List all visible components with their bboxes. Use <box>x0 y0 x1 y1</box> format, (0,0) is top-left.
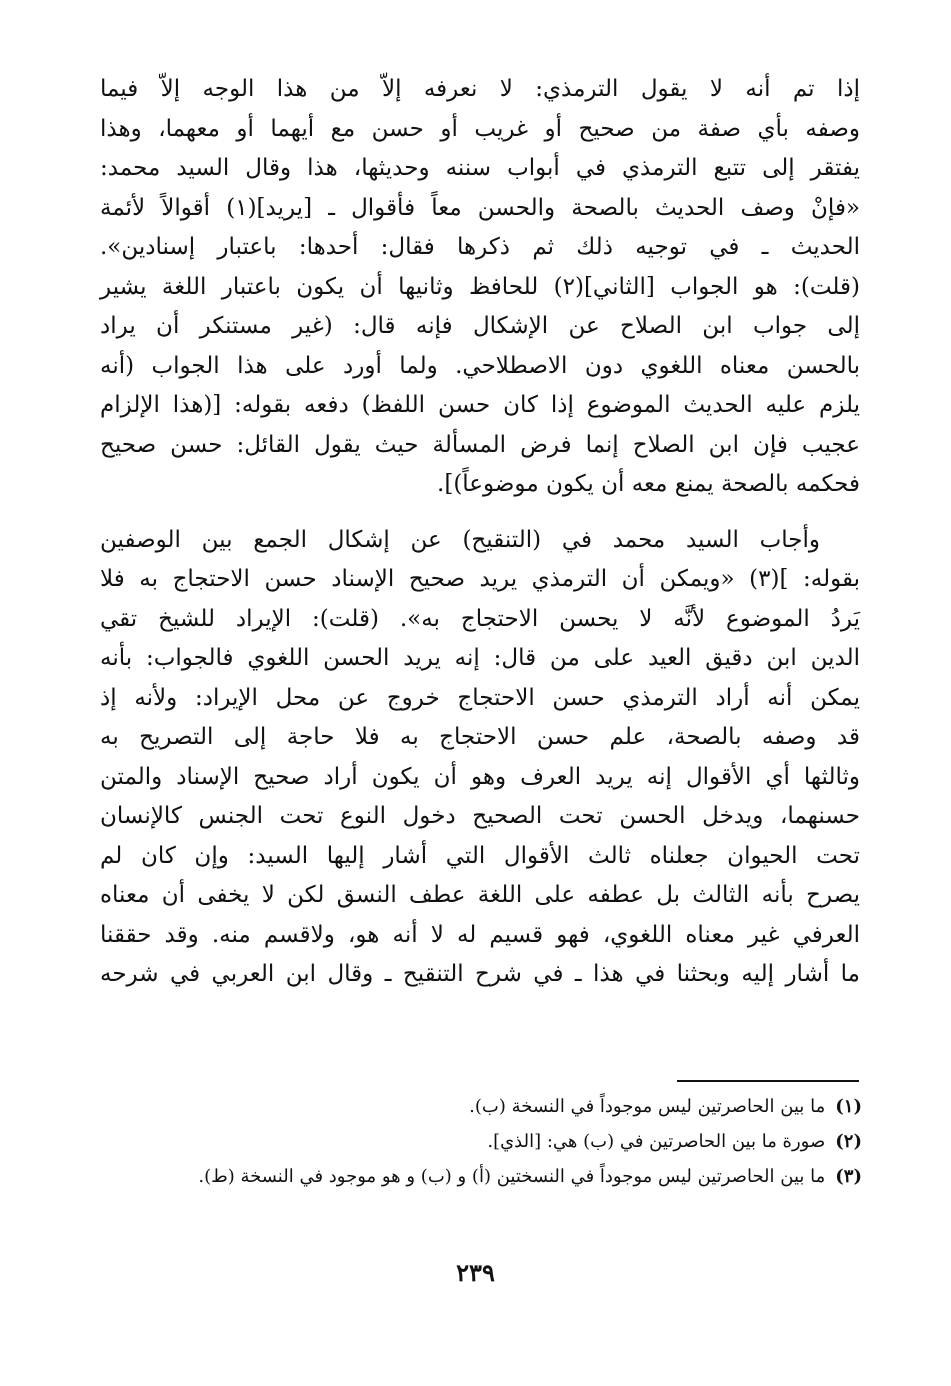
page-number: ٢٣٩ <box>456 1258 495 1287</box>
text-line: إذا تم أنه لا يقول الترمذي: لا نعرفه إلاّ من هذا الوجه إلاّ فيما <box>100 76 860 102</box>
footnote <box>100 1093 862 1121</box>
text-line: وأجاب السيد محمد في (التنقيح) عن إشكال الجمع بين الوصفين <box>100 526 820 553</box>
text-line: ما أشار إليه وبحثنا في هذا ـ في شرح التنقيح ـ وقال ابن العربي في شرحه <box>100 961 860 987</box>
footnote-number: (٣) <box>835 1166 862 1187</box>
text-line: وثالثها أي الأقوال إنه يريد العرف وهو أن يكون أراد صحيح الإسناد والمتن <box>100 763 860 790</box>
text-line: (قلت): هو الجواب [الثاني](٢) للحافظ وثانيها أن يكون باعتبار اللغة يشير <box>100 273 861 300</box>
footnote-number: (٢) <box>835 1131 862 1152</box>
text-line: عجيب فإن ابن الصلاح إنما فرض المسألة حيث يقول القائل: حسن صحيح <box>100 431 860 458</box>
text-line: يفتقر إلى تتبع الترمذي في أبواب سننه وحديثها، هذا وقال السيد محمد: <box>100 155 860 181</box>
text-line: «فإنْ وصف الحديث بالصحة والحسن معاً فأقوال ـ [يريد](١) أقوالاً لأئمة <box>100 194 861 221</box>
footnotes <box>100 1093 862 1198</box>
footnote <box>100 1128 862 1156</box>
footnote-text: صورة ما بين الحاصرتين في (ب) هي: [الذي]. <box>487 1131 826 1152</box>
text-line: حسنهما، ويدخل الحسن تحت الصحيح دخول النوع تحت الجنس كالإنسان <box>100 803 860 829</box>
footnote-text: ما بين الحاصرتين ليس موجوداً في النسخة (ب). <box>469 1096 826 1117</box>
paragraph-1 <box>100 70 860 505</box>
footnote-text: ما بين الحاصرتين ليس موجوداً في النسختين (أ) و (ب) و هو موجود في النسخة (ط). <box>198 1166 826 1187</box>
paragraph-2 <box>100 521 860 995</box>
footnote <box>100 1163 862 1191</box>
text-line: بالحسن معناه اللغوي دون الاصطلاحي. ولما أورد على هذا الجواب (أنه <box>100 352 860 379</box>
text-line: وصفه بأي صفة من صحيح أو غريب أو حسن مع أيهما أو معهما، وهذا <box>100 115 860 142</box>
text-line: العرفي غير معناه اللغوي، فهو قسيم له لا أنه هو، ولاقسم منه. وقد حققنا <box>100 921 860 948</box>
text-line: قد وصفه بالصحة، علم حسن الاحتجاج به فلا حاجة إلى التصريح به <box>100 724 860 750</box>
text-line: يَردُ الموضوع لأنَّه لا يحسن الاحتجاج به». (قلت): الإيراد للشيخ تقي <box>100 605 860 632</box>
text-line: الدين ابن دقيق العيد على من قال: إنه يريد الحسن اللغوي فالجواب: بأنه <box>100 645 860 671</box>
text-line: الحديث ـ في توجيه ذلك ثم ذكرها فقال: أحدها: باعتبار إسنادين». <box>100 234 860 260</box>
footnote-separator <box>677 1080 859 1082</box>
text-line: بقوله: ](٣) «ويمكن أن الترمذي يريد صحيح الإسناد حسن الاحتجاج به فلا <box>100 566 860 592</box>
footnote-number: (١) <box>835 1096 862 1117</box>
text-line: إلى جواب ابن الصلاح عن الإشكال فإنه قال: (غير مستنكر أن يراد <box>100 313 860 339</box>
text-line: يمكن أنه أراد الترمذي حسن الاحتجاج خروج عن محل الإيراد: ولأنه إذ <box>100 684 860 711</box>
text-line: يلزم عليه الحديث الموضوع إذا كان حسن اللفظ) دفعه بقوله: [(هذا الإلزام <box>100 392 860 418</box>
text-line: فحكمه بالصحة يمنع معه أن يكون موضوعاً)]. <box>437 471 860 497</box>
text-line: تحت الحيوان جعلناه ثالث الأقوال التي أشار إليها السيد: وإن كان لم <box>100 842 860 869</box>
text-line: يصرح بأنه الثالث بل عطفه على اللغة عطف النسق لكن لا يخفى أن معناه <box>100 882 860 908</box>
page-body <box>100 70 860 995</box>
